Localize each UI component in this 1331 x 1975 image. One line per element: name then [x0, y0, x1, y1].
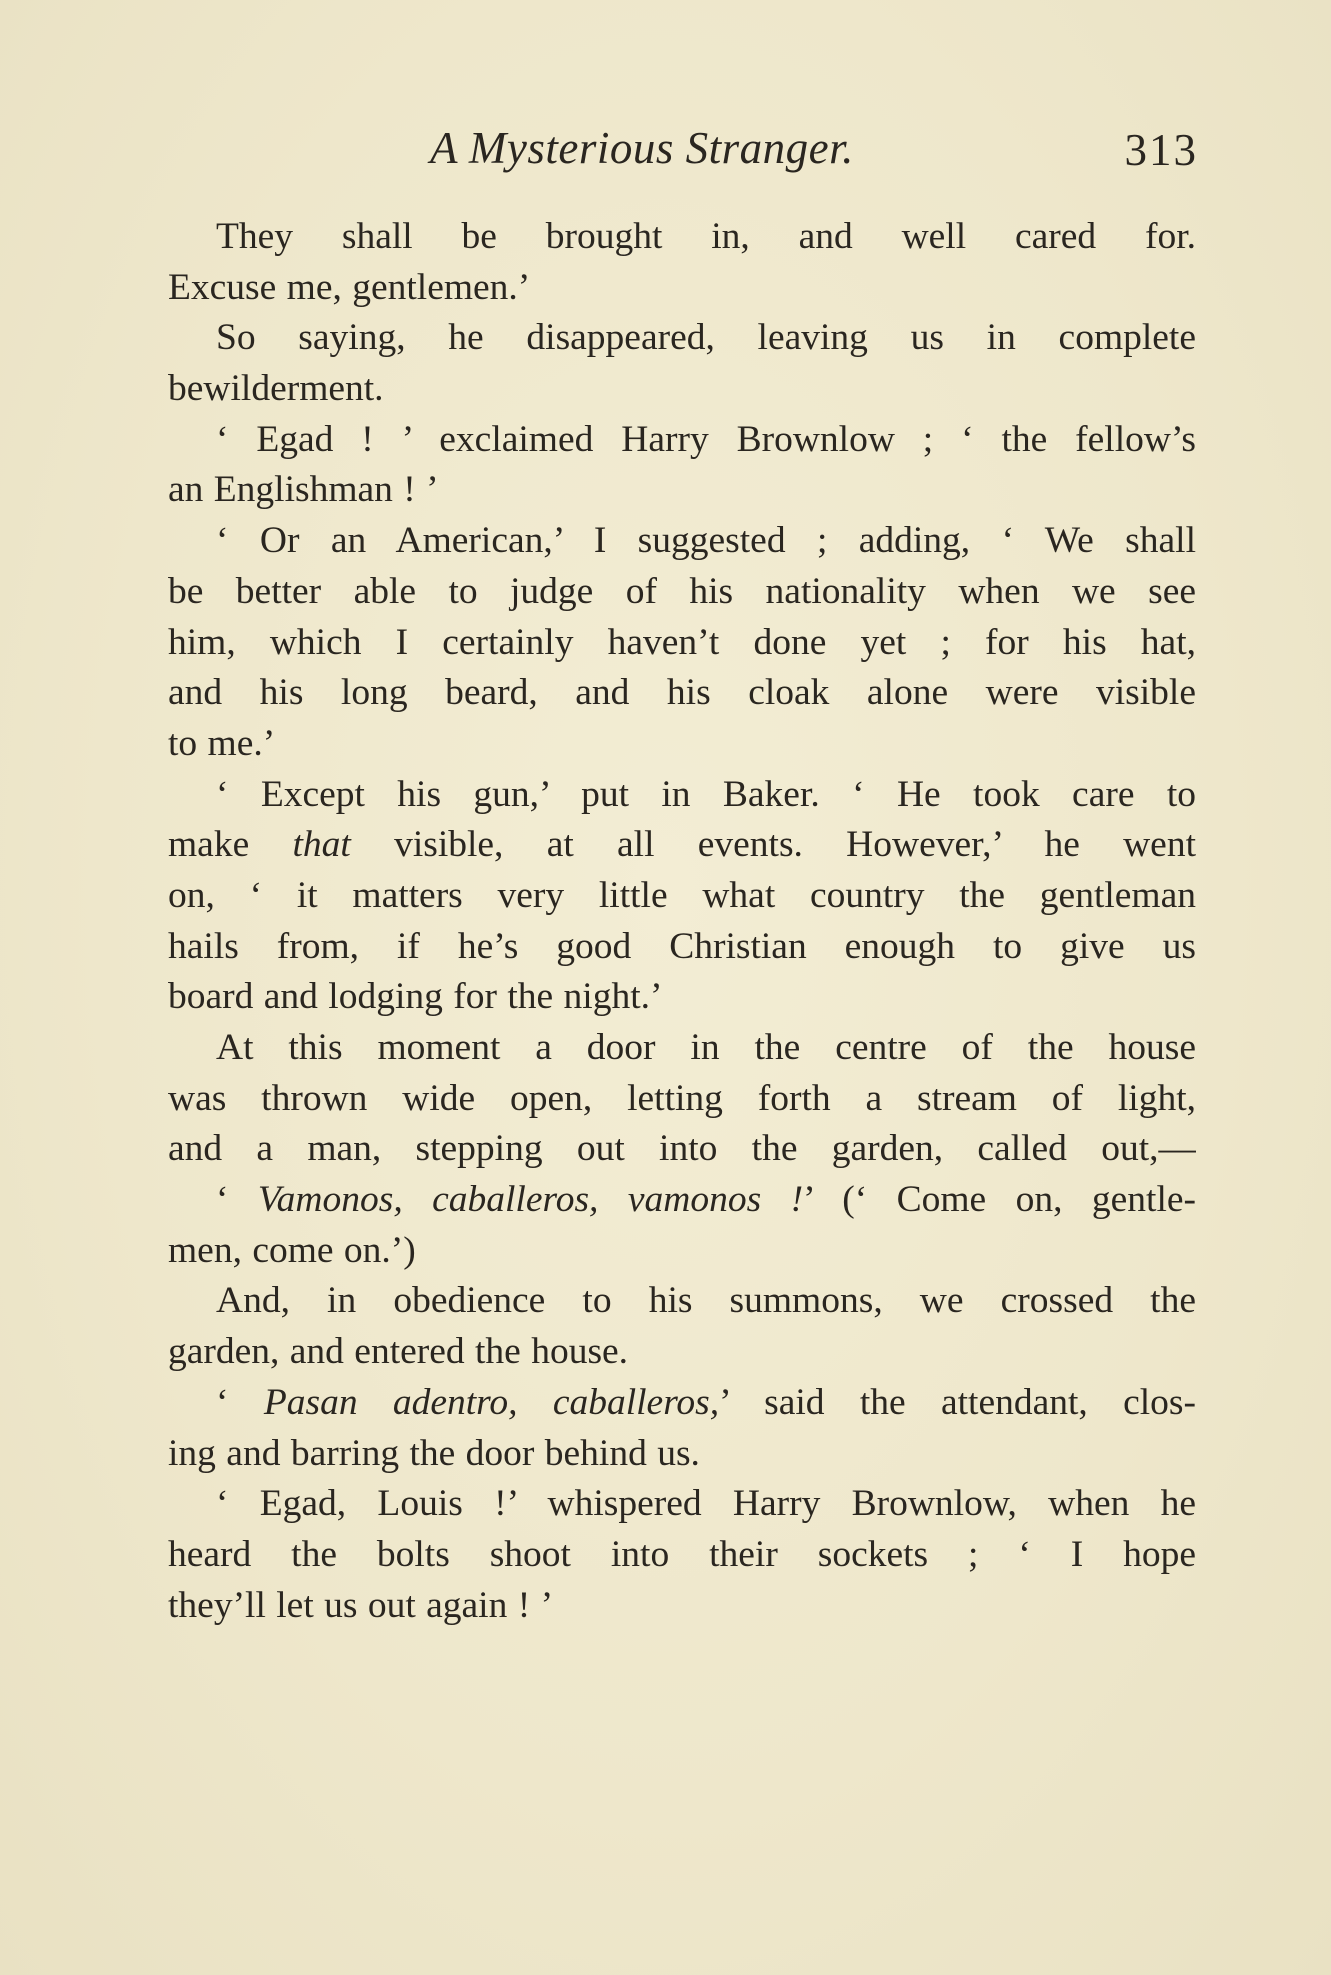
italic-run: that	[292, 824, 351, 866]
text-line: ‘ Except his gun,’ put in Baker. ‘ He took care to	[216, 773, 1196, 815]
text-line: to me.’	[168, 722, 276, 764]
text-line: ‘ Egad ! ’ exclaimed Harry Brownlow ; ‘ the fellow’s	[216, 418, 1196, 460]
text-line: hails from, if he’s good Christian enough to give us	[168, 925, 1196, 967]
text-run: ‘	[216, 1179, 258, 1221]
text-line	[168, 820, 1196, 871]
page-number: 313	[1124, 125, 1198, 175]
text-line: bewilderment.	[168, 368, 384, 410]
text-line	[168, 1378, 1196, 1429]
text-line: men, come on.’)	[168, 1229, 416, 1271]
text-line: At this moment a door in the centre of the house	[216, 1027, 1196, 1068]
text-line: they’ll let us out again ! ’	[168, 1584, 554, 1626]
text-line	[168, 1175, 1196, 1226]
text-line: So saying, he disappeared, leaving us in complete	[216, 317, 1196, 359]
text-line: They shall be brought in, and well cared for.	[216, 216, 1196, 257]
running-title: A Mysterious Stranger.	[430, 123, 854, 173]
text-line: be better able to judge of his nationality when we see	[168, 570, 1196, 612]
text-line: an Englishman ! ’	[168, 469, 439, 511]
text-line: on, ‘ it matters very little what country the gentleman	[168, 874, 1196, 916]
text-line: was thrown wide open, letting forth a stream of light,	[168, 1077, 1196, 1119]
text-line: ing and barring the door behind us.	[168, 1432, 700, 1474]
text-run: make	[168, 824, 293, 866]
text-line: ‘ Or an American,’ I suggested ; adding, ‘ We shall	[216, 520, 1196, 562]
text-run: visible, at all events. However,’ he went	[350, 824, 1196, 866]
text-line: heard the bolts shoot into their sockets ; ‘ I hope	[168, 1533, 1196, 1575]
text-line: ‘ Egad, Louis !’ whispered Harry Brownlow, when he	[216, 1483, 1196, 1525]
text-line: board and lodging for the night.’	[168, 976, 663, 1018]
running-head	[168, 122, 1198, 182]
text-line: garden, and entered the house.	[168, 1331, 629, 1373]
text-line: and his long beard, and his cloak alone were visible	[168, 672, 1196, 714]
text-run: ’ said the attendant, clos-	[719, 1381, 1196, 1423]
body-text	[168, 212, 1196, 1631]
italic-run: Pasan adentro, caballeros,	[263, 1381, 720, 1423]
text-line: him, which I certainly haven’t done yet ; for his hat,	[168, 621, 1196, 663]
text-line: and a man, stepping out into the garden, called out,—	[168, 1128, 1196, 1170]
text-run: ‘	[216, 1381, 264, 1423]
text-line: And, in obedience to his summons, we crossed the	[216, 1280, 1196, 1322]
text-line: Excuse me, gentlemen.’	[168, 266, 531, 308]
italic-run: Vamonos, caballeros, vamonos !	[257, 1179, 804, 1221]
text-run: ’ (‘ Come on, gentle-	[803, 1179, 1196, 1221]
